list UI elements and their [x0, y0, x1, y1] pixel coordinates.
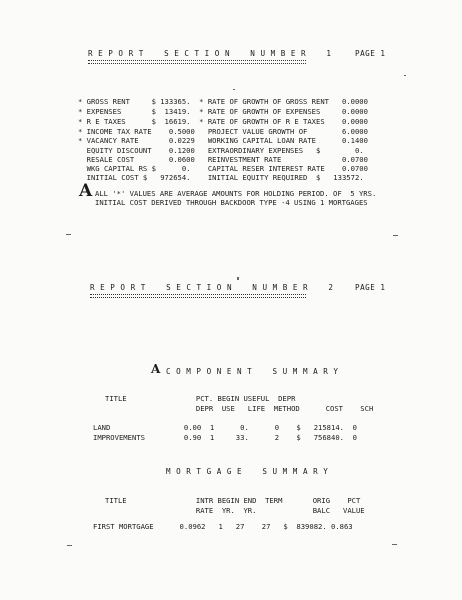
- section-1-row: * EXPENSES $ 13419. * RATE OF GROWTH OF EXPENSES 0.0000: [78, 107, 368, 116]
- section-1-header: R E P O R T S E C T I O N N U M B E R 1: [88, 49, 332, 58]
- scan-speck: [392, 544, 397, 545]
- section-1-row: WKG CAPITAL RS $ 0. CAPITAL RESER INTEREST RATE 0.0700: [78, 164, 368, 173]
- mortgage-summary-title: M O R T G A G E S U M M A R Y: [166, 467, 329, 476]
- section-2-rule: [90, 294, 306, 298]
- note-line: INITIAL COST DERIVED THROUGH BACKDOOR TYPE -4 USING 1 MORTGAGES: [95, 198, 368, 207]
- mortgage-header: TITLE INTR BEGIN END TERM ORIG PCT: [105, 496, 361, 505]
- section-1-row: * INCOME TAX RATE 0.5000 PROJECT VALUE GROWTH OF 6.0000: [78, 127, 368, 136]
- component-header: DEPR USE LIFE METHOD COST SCH: [105, 404, 374, 413]
- section-2-page-number: PAGE 1: [355, 283, 386, 292]
- component-summary-initial: A: [151, 362, 161, 376]
- section-1-rule: [88, 60, 306, 64]
- scan-speck: [393, 235, 398, 236]
- mortgage-header: RATE YR. YR. BALC VALUE: [105, 506, 365, 515]
- section-1-row: * GROSS RENT $ 133365. * RATE OF GROWTH OF GROSS RENT 0.0000: [78, 97, 368, 106]
- note-marker: A: [79, 181, 93, 201]
- scan-speck: [67, 545, 72, 546]
- scan-speck: [237, 277, 239, 280]
- section-2-header: R E P O R T S E C T I O N N U M B E R 2: [90, 283, 334, 292]
- mortgage-row: FIRST MORTGAGE 0.0962 1 27 27 $ 839082. 0.863: [93, 522, 353, 531]
- component-row: IMPROVEMENTS 0.90 1 33. 2 $ 756840. 0: [93, 433, 357, 442]
- section-1-row: * VACANCY RATE 0.0229 WORKING CAPITAL LOAN RATE 0.1400: [78, 136, 368, 145]
- scan-speck: [233, 89, 235, 90]
- section-1-row: INITIAL COST $ 972654. INITIAL EQUITY REQUIRED $ 133572.: [78, 173, 364, 182]
- section-1-row: RESALE COST 0.0600 REINVESTMENT RATE 0.0700: [78, 155, 368, 164]
- scan-speck: [404, 75, 406, 76]
- component-row: LAND 0.00 1 0. 0 $ 215814. 0: [93, 423, 357, 432]
- section-1-row: * R E TAXES $ 16619. * RATE OF GROWTH OF R E TAXES 0.0000: [78, 117, 368, 126]
- scan-speck: [66, 234, 71, 235]
- section-1-row: EQUITY DISCOUNT 0.1200 EXTRAORDINARY EXPENSES $ 0.: [78, 146, 364, 155]
- section-1-page-number: PAGE 1: [355, 49, 386, 58]
- component-header: TITLE PCT. BEGIN USEFUL DEPR: [105, 394, 296, 403]
- component-summary-title: C O M P O N E N T S U M M A R Y: [166, 367, 339, 376]
- note-line: ALL '*' VALUES ARE AVERAGE AMOUNTS FOR HOLDING PERIOD. OF 5 YRS.: [95, 189, 377, 198]
